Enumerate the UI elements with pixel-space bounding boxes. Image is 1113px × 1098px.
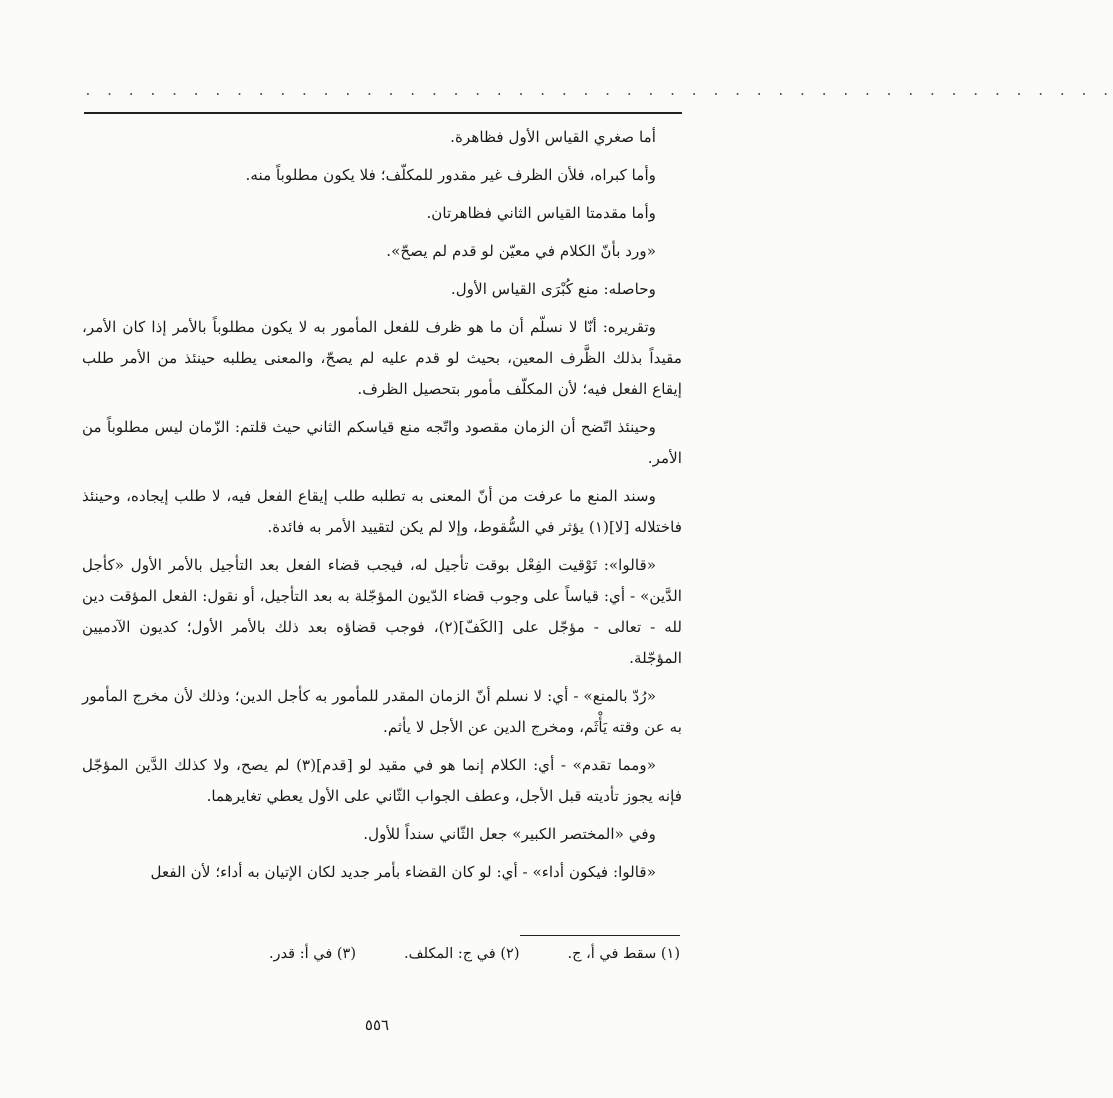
header-dotted-line: . . . . . . . . . . . . . . . . . . . . . . . . . . . . . . . . . . . . . . . . . . . . . . . . [84, 84, 1113, 99]
paragraph: وفي «المختصر الكبير» جعل الثّاني سنداً للأول. [363, 825, 656, 843]
paragraph: «قالوا: فيكون أداء» - أي: لو كان القضاء بأمر جديد لكان الإتيان به أداء؛ لأن الفعل [150, 863, 656, 881]
paragraph: «ورد بأنّ الكلام في معيّن لو قدم لم يصحّ». [386, 242, 656, 260]
footnotes [140, 946, 680, 962]
paragraph: «ومما تقدم» - أي: الكلام إنما هو في مقيد لو [قدم](٣) لم يصح، ولا كذلك الدَّين المؤجّل فإنه يجوز تأديته قبل الأجل، وعطف الجواب الثّاني على الأول يعطي تغايرهما. [82, 756, 682, 805]
main-text [82, 122, 682, 895]
footnote: (٢) في ج: المكلف. [404, 946, 520, 962]
page-number: ٥٥٦ [364, 1016, 390, 1034]
paragraph: «قالوا»: تَوْقيت الفِعْل بوقت تأجيل له، فيجب قضاء الفعل بعد التأجيل بالأمر الأول «كأجل الدَّين» - أي: قياساً على وجوب قضاء الدّيون المؤجّلة به بعد التأجيل، أو نقول: الفعل المؤقت دين لله - تعالى - مؤجّل على [الكَفّ](٢)، فوجب قضاؤه بعد ذلك بالأمر الأول؛ كديون الآدميين المؤجّلة. [82, 556, 682, 667]
paragraph: وأما كبراه، فلأن الظرف غير مقدور للمكلّف؛ فلا يكون مطلوباً منه. [245, 166, 656, 184]
header-rule [84, 112, 682, 114]
paragraph: وأما مقدمتا القياس الثاني فظاهرتان. [426, 204, 656, 222]
footnote: (٣) في أ: قدر. [268, 946, 356, 962]
footnote: (١) سقط في أ، ج. [567, 946, 680, 962]
paragraph: وسند المنع ما عرفت من أنّ المعنى به تطلبه طلب إيقاع الفعل فيه، لا طلب إيجاده، وحينئذ فاختلاله [لا](١) يؤثر في السُّقوط، وإلا لم يكن لتقييد الأمر به فائدة. [82, 487, 682, 536]
paragraph: وحاصله: منع كُبْرَى القياس الأول. [450, 280, 656, 298]
paragraph: «رُدّ بالمنع» - أي: لا نسلم أنّ الزمان المقدر للمأمور به كأجل الدين؛ وذلك لأن مخرج المأمور به عن وقته يَأْثَم، ومخرج الدين عن الأجل لا يأثم. [82, 687, 682, 736]
paragraph: وتقريره: أنّا لا نسلّم أن ما هو ظرف للفعل المأمور به لا يكون مطلوباً بالأمر إذا كان الأمر، مقيداً بذلك الظَّرف المعين، بحيث لو قدم عليه لم يصحّ، والمعنى يطلبه حينئذ من الأمر طلب إيقاع الفعل فيه؛ لأن المكلّف مأمور بتحصيل الظرف. [82, 318, 682, 398]
paragraph: وحينئذ اتّضح أن الزمان مقصود واتّجه منع قياسكم الثاني حيث قلتم: الزّمان ليس مطلوباً من الأمر. [82, 418, 682, 467]
footnote-rule [520, 935, 680, 936]
paragraph: أما صغري القياس الأول فظاهرة. [450, 128, 656, 146]
